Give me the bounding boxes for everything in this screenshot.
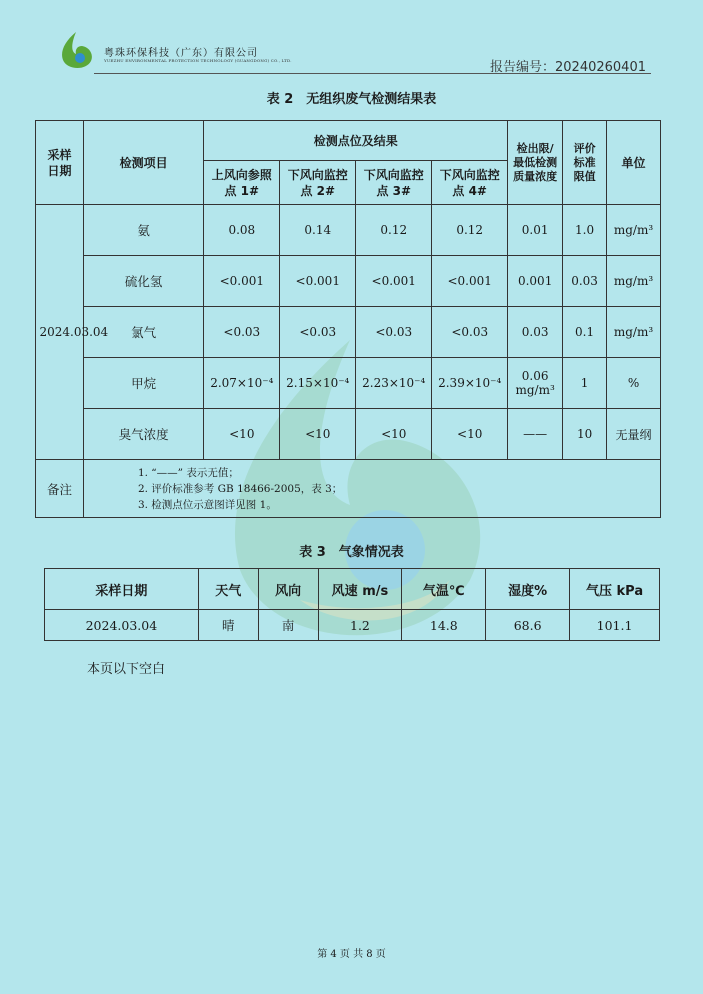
- cell-p2: 2.15×10⁻⁴: [280, 358, 356, 409]
- cell-weather: 晴: [198, 610, 258, 641]
- cell-std: 10: [563, 409, 607, 460]
- cell-limit: 0.06 mg/m³: [508, 358, 563, 409]
- sample-date: 2024.03.04: [36, 205, 84, 460]
- company-name-en: YUEZHU ENVIRONMENTAL PROTECTION TECHNOLOGY (GUANGDONG) CO., LTD.: [104, 58, 292, 63]
- cell-p1: <0.001: [204, 256, 280, 307]
- blank-page-note: 本页以下空白: [87, 662, 166, 677]
- page-header: [0, 0, 703, 80]
- cell-unit: mg/m³: [607, 205, 661, 256]
- col-header-item: 检测项目: [83, 121, 203, 205]
- cell-limit: 0.001: [508, 256, 563, 307]
- col-header-weather: 天气: [198, 569, 258, 610]
- cell-std: 0.03: [563, 256, 607, 307]
- table-row: [36, 358, 661, 409]
- col-header-p4: 下风向监控点 4#: [432, 161, 508, 205]
- cell-p2: <0.001: [280, 256, 356, 307]
- col-header-humidity: 湿度%: [486, 569, 570, 610]
- table-row: [45, 610, 660, 641]
- cell-unit: 无量纲: [607, 409, 661, 460]
- company-name-cn: 粤珠环保科技（广东）有限公司: [104, 48, 258, 59]
- company-logo-icon: [58, 30, 94, 70]
- cell-p3: <0.001: [356, 256, 432, 307]
- col-header-p1: 上风向参照点 1#: [204, 161, 280, 205]
- cell-std: 0.1: [563, 307, 607, 358]
- cell-std: 1.0: [563, 205, 607, 256]
- cell-limit: 0.03: [508, 307, 563, 358]
- col-header-date: 采样日期: [36, 121, 84, 205]
- notes-content: [83, 460, 660, 518]
- notes-label: 备注: [36, 460, 84, 518]
- table2-caption: 表 2 无组织废气检测结果表: [266, 92, 437, 107]
- report-number: 报告编号：20240260401: [490, 60, 646, 75]
- cell-p2: <0.03: [280, 307, 356, 358]
- col-header-unit: 单位: [607, 121, 661, 205]
- col-header-date: 采样日期: [45, 569, 199, 610]
- cell-p3: <0.03: [356, 307, 432, 358]
- cell-pressure: 101.1: [570, 610, 660, 641]
- cell-unit: mg/m³: [607, 307, 661, 358]
- cell-p1: <10: [204, 409, 280, 460]
- header-divider: [94, 73, 651, 74]
- cell-p1: <0.03: [204, 307, 280, 358]
- col-header-p2: 下风向监控点 2#: [280, 161, 356, 205]
- cell-p1: 0.08: [204, 205, 280, 256]
- item-name: 甲烷: [83, 358, 203, 409]
- cell-p2: 0.14: [280, 205, 356, 256]
- col-header-pressure: 气压 kPa: [570, 569, 660, 610]
- table3-caption: 表 3 气象情况表: [299, 545, 404, 560]
- weather-table: [44, 568, 660, 641]
- col-header-temp: 气温℃: [402, 569, 486, 610]
- cell-p4: <0.03: [432, 307, 508, 358]
- cell-wind-speed: 1.2: [318, 610, 402, 641]
- cell-unit: mg/m³: [607, 256, 661, 307]
- cell-p4: 2.39×10⁻⁴: [432, 358, 508, 409]
- note-item: 1. “——” 表示无值；: [137, 466, 239, 479]
- cell-wind-dir: 南: [258, 610, 318, 641]
- cell-std: 1: [563, 358, 607, 409]
- item-name: 氯气: [83, 307, 203, 358]
- cell-p2: <10: [280, 409, 356, 460]
- col-header-wind-dir: 风向: [258, 569, 318, 610]
- col-header-group: 检测点位及结果: [204, 121, 508, 161]
- cell-p3: 2.23×10⁻⁴: [356, 358, 432, 409]
- table-row: [36, 307, 661, 358]
- notes-row: [36, 460, 661, 518]
- cell-p4: <10: [432, 409, 508, 460]
- cell-p3: 0.12: [356, 205, 432, 256]
- cell-limit: ——: [508, 409, 563, 460]
- cell-p4: <0.001: [432, 256, 508, 307]
- note-item: 3. 检测点位示意图详见图 1。: [137, 498, 277, 511]
- cell-date: 2024.03.04: [45, 610, 199, 641]
- col-header-wind-speed: 风速 m/s: [318, 569, 402, 610]
- col-header-p3: 下风向监控点 3#: [356, 161, 432, 205]
- table-row: [36, 205, 661, 256]
- cell-temp: 14.8: [402, 610, 486, 641]
- item-name: 氨: [83, 205, 203, 256]
- col-header-std: 评价标准限值: [563, 121, 607, 205]
- item-name: 臭气浓度: [83, 409, 203, 460]
- cell-humidity: 68.6: [486, 610, 570, 641]
- table-row: [36, 256, 661, 307]
- exhaust-gas-table: [35, 120, 661, 518]
- table-row: [36, 409, 661, 460]
- item-name: 硫化氢: [83, 256, 203, 307]
- note-item: 2. 评价标准参考 GB 18466-2005，表 3；: [137, 482, 343, 495]
- cell-p1: 2.07×10⁻⁴: [204, 358, 280, 409]
- cell-limit: 0.01: [508, 205, 563, 256]
- cell-p4: 0.12: [432, 205, 508, 256]
- page-footer: 第 4 页 共 8 页: [317, 949, 386, 960]
- cell-unit: %: [607, 358, 661, 409]
- col-header-limit: 检出限/最低检测质量浓度: [508, 121, 563, 205]
- cell-p3: <10: [356, 409, 432, 460]
